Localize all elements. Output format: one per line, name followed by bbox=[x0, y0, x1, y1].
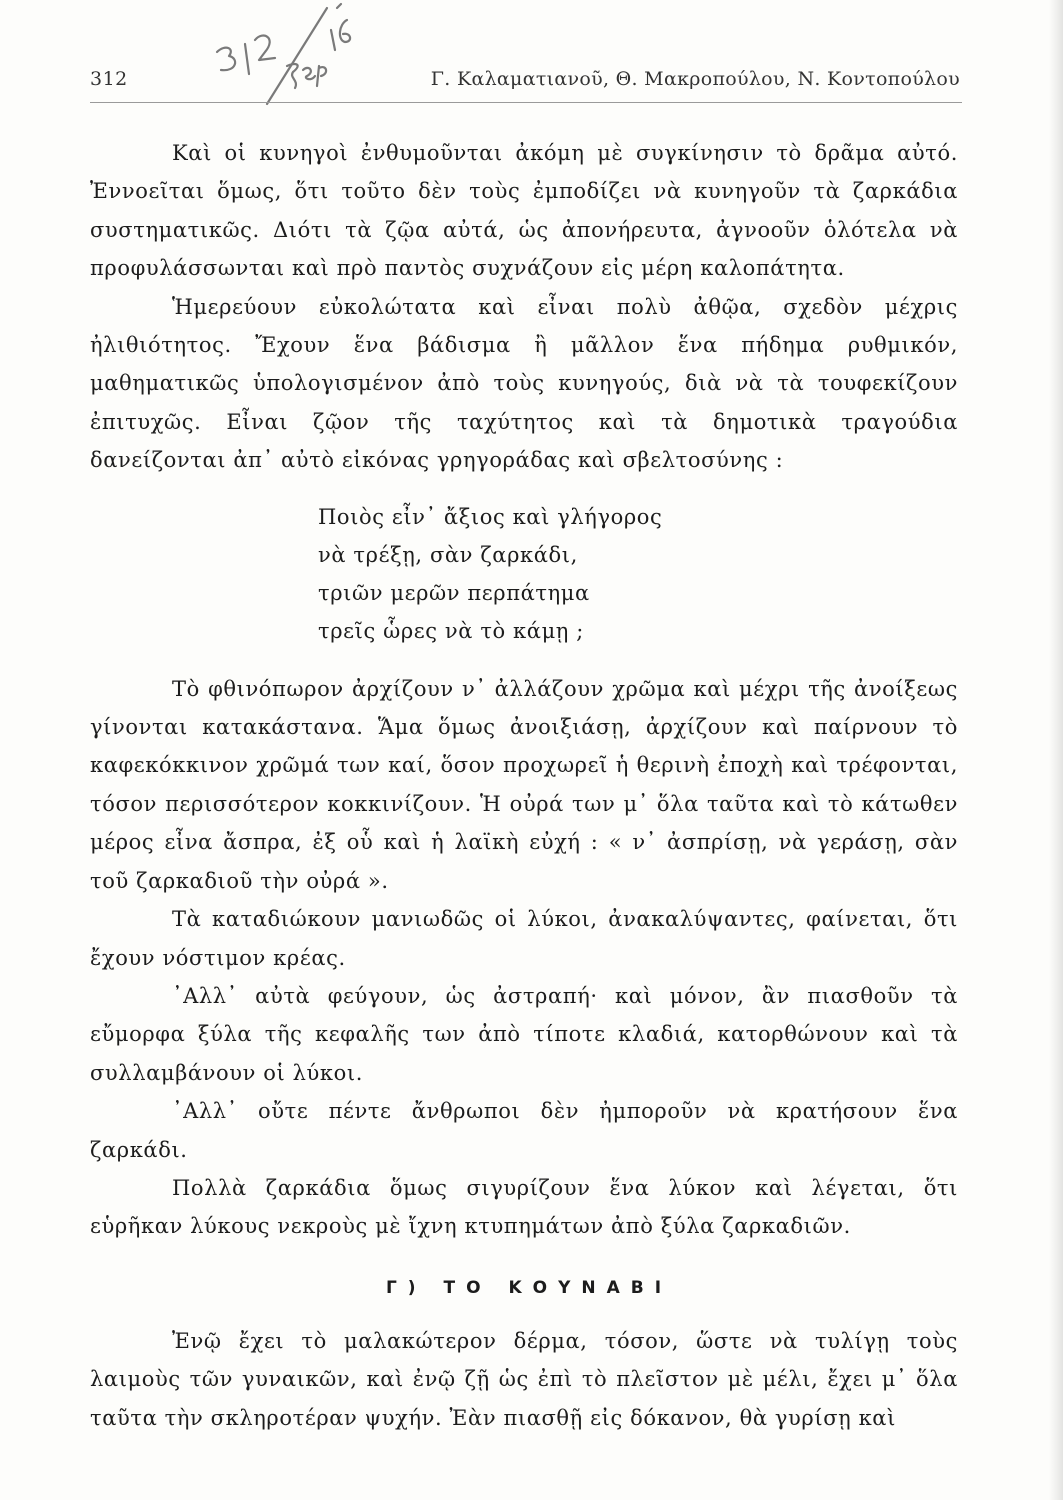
header-rule bbox=[90, 102, 962, 103]
paragraph: ᾿Αλλ᾿ αὐτὰ φεύγουν, ὡς ἀστραπή· καὶ μόνον, ἂν πιασθοῦν τὰ εὔμορφα ξύλα τῆς κεφαλῆς των ἀπὸ τίποτε κλαδιά, κατορθώνουν καὶ τὰ συλλαμβάνουν οἱ λύκοι. bbox=[90, 983, 958, 1085]
paragraph: Καὶ οἱ κυνηγοὶ ἐνθυμοῦνται ἀκόμη μὲ συγκίνησιν τὸ δρᾶμα αὐτό. Ἐννοεῖται ὅμως, ὅτι τοῦτο δὲν τοὺς ἐμποδίζει νὰ κυνηγοῦν τὰ ζαρκάδια συστηματικῶς. Διότι τὰ ζῷα αὐτά, ὡς ἀπονήρευτα, ἀγνοοῦν ὁλότελα νὰ προφυλάσσωνται καὶ πρὸ παντὸς συχνάζουν εἰς μέρη καλοπάτητα. bbox=[90, 141, 958, 281]
scan-shadow bbox=[1049, 0, 1063, 1500]
section-heading: Γ) ΤΟ ΚΟΥΝΑΒΙ bbox=[385, 1277, 673, 1298]
paragraph: Ἐνῷ ἔχει τὸ μαλακώτερον δέρμα, τόσον, ὥστε νὰ τυλίγῃ τοὺς λαιμοὺς τῶν γυναικῶν, καὶ ἐνῷ ζῇ ὡς ἐπὶ τὸ πλεῖστον μὲ μέλι, ἔχει μ᾿ ὅλα ταῦτα τὴν σκληροτέραν ψυχήν. Ἐὰν πιασθῇ εἰς δόκανον, θὰ γυρίσῃ καὶ bbox=[90, 1328, 958, 1430]
running-header bbox=[90, 68, 960, 100]
verse-line: Ποιὸς εἶν᾿ ἄξιος καὶ γλήγορος bbox=[318, 504, 663, 529]
paragraph: ᾿Αλλ᾿ οὔτε πέντε ἄνθρωποι δὲν ἠμποροῦν νὰ κρατήσουν ἕνα ζαρκάδι. bbox=[90, 1099, 958, 1162]
body-text bbox=[90, 134, 958, 1437]
folk-song-verse bbox=[318, 498, 958, 650]
verse-line: τριῶν μερῶν περπάτημα bbox=[318, 580, 590, 605]
paragraph: Πολλὰ ζαρκάδια ὅμως σιγυρίζουν ἕνα λύκον καὶ λέγεται, ὅτι εὑρῆκαν λύκους νεκροὺς μὲ ἴχνη κτυπημάτων ἀπὸ ξύλα ζαρκαδιῶν. bbox=[90, 1175, 958, 1239]
verse-line: νὰ τρέξῃ, σὰν ζαρκάδι, bbox=[318, 542, 578, 567]
verse-line: τρεῖς ὧρες νὰ τὸ κάμῃ ; bbox=[318, 618, 584, 643]
page-number: 312 bbox=[90, 68, 128, 90]
running-head-authors: Γ. Καλαματιανοῦ, Θ. Μακροπούλου, Ν. Κοντοπούλου bbox=[430, 68, 960, 90]
paragraph: Τὸ φθινόπωρον ἀρχίζουν ν᾿ ἀλλάζουν χρῶμα καὶ μέχρι τῆς ἀνοίξεως γίνονται κατακάστανα. Ἅμα ὅμως ἀνοιξιάσῃ, ἀρχίζουν καὶ παίρνουν τὸ καφεκόκκινον χρῶμά των καί, ὅσον προχωρεῖ ἡ θερινὴ ἐποχὴ καὶ τρέφονται, τόσον περισσότερον κοκκινίζουν. Ἡ οὐρά των μ᾿ ὅλα ταῦτα καὶ τὸ κάτωθεν μέρος εἶνα ἄσπρα, ἐξ οὗ καὶ ἡ λαϊκὴ εὐχή : « ν᾿ ἀσπρίσῃ, νὰ γεράσῃ, σὰν τοῦ ζαρκαδιοῦ τὴν οὐρά ». bbox=[90, 676, 958, 893]
paragraph: Τὰ καταδιώκουν μανιωδῶς οἱ λύκοι, ἀνακαλύψαντες, φαίνεται, ὅτι ἔχουν νόστιμον κρέας. bbox=[90, 907, 958, 970]
paragraph: Ἡμερεύουν εὐκολώτατα καὶ εἶναι πολὺ ἀθῷα, σχεδὸν μέχρις ἠλιθιότητος. Ἔχουν ἕνα βάδισμα ἢ μᾶλλον ἕνα πήδημα ρυθμικόν, μαθηματικῶς ὑπολογισμένον ἀπὸ τοὺς κυνηγούς, διὰ νὰ τὰ τουφεκίζουν ἐπιτυχῶς. Εἶναι ζῷον τῆς ταχύτητος καὶ τὰ δημοτικὰ τραγούδια δανείζονται ἀπ᾿ αὐτὸ εἰκόνας γρηγοράδας καὶ σβελτοσύνης : bbox=[90, 294, 958, 473]
